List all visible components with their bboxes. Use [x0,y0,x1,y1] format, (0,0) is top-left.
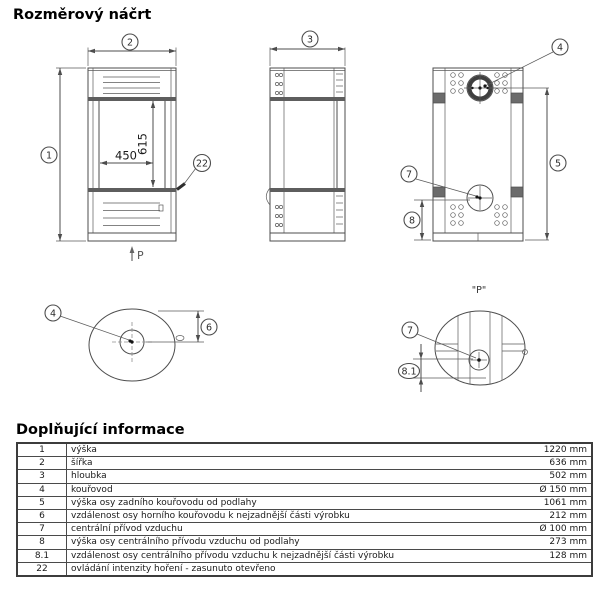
row-description: centrální přívod vzduchu [67,523,502,536]
row-number: 1 [17,443,67,457]
row-description: ovládání intenzity hoření - zasunuto otevřeno [67,562,502,576]
front-top-vents [103,77,160,94]
table-row [17,523,592,536]
svg-text:8.1: 8.1 [401,366,417,378]
row-value: 1220 mm [501,443,592,457]
row-number: 8 [17,536,67,549]
balloon-4-back [552,39,568,55]
dim-615: 615 [135,133,150,155]
burn-control-lever [177,184,185,190]
side-view [266,68,345,241]
balloon-7-bottom [402,322,418,338]
table-row [17,562,592,576]
row-value [501,562,592,576]
table-row [17,443,592,457]
row-number: 5 [17,496,67,509]
row-description: šířka [67,457,502,470]
svg-text:3: 3 [306,34,314,46]
balloon-1 [41,147,57,163]
floor-direction-label: P [137,249,144,262]
balloon-5 [550,155,566,171]
svg-text:2: 2 [126,37,134,49]
svg-text:6: 6 [205,322,213,334]
bottom-air-inlet [469,350,489,370]
svg-text:22: 22 [195,158,209,170]
balloon-4-top [45,305,61,321]
front-dimensions [56,48,196,263]
svg-text:7: 7 [405,169,413,181]
row-description: kouřovod [67,483,502,496]
row-description: hloubka [67,470,502,483]
row-value: 502 mm [501,470,592,483]
row-description: výška osy centrálního přívodu vzduchu od podlahy [67,536,502,549]
dim-450: 450 [115,148,137,163]
bottom-view [413,285,528,392]
row-value: 1061 mm [501,496,592,509]
table-row [17,483,592,496]
row-value: 128 mm [501,549,592,562]
balloon-8 [404,212,420,228]
svg-text:5: 5 [554,158,562,170]
page-title: Rozměrový náčrt [13,7,152,23]
table-row [17,457,592,470]
row-number: 7 [17,523,67,536]
row-value: 273 mm [501,536,592,549]
side-air-slots [275,73,282,226]
front-bottom-vents [103,203,160,226]
table-row [17,536,592,549]
row-description: výška [67,443,502,457]
row-number: 6 [17,509,67,522]
row-number: 3 [17,470,67,483]
balloon-22 [194,155,211,172]
row-description: vzdálenost osy centrálního přívodu vzduchu k nejzadnější části výrobku [67,549,502,562]
back-vent-holes [451,73,508,226]
svg-text:4: 4 [556,42,564,54]
row-number: 2 [17,457,67,470]
balloon-6 [201,319,217,335]
table-row [17,509,592,522]
table-row [17,549,592,562]
row-number: 22 [17,562,67,576]
svg-text:7: 7 [406,325,414,337]
side-dimensions [270,47,345,66]
balloon-8-1 [399,364,420,379]
central-air-inlet [467,185,493,211]
balloon-2 [122,34,138,50]
balloon-7-back [401,166,417,182]
balloon-3 [302,31,318,47]
additional-info-section [16,422,593,577]
info-table [16,442,593,577]
row-value: Ø 100 mm [501,523,592,536]
row-value: Ø 150 mm [501,483,592,496]
bottom-view-title: "P" [471,285,487,296]
row-number: 8.1 [17,549,67,562]
info-section-title: Doplňující informace [16,422,185,438]
row-number: 4 [17,483,67,496]
row-description: výška osy zadního kouřovodu od podlahy [67,496,502,509]
table-row [17,496,592,509]
row-value: 636 mm [501,457,592,470]
back-view [433,68,523,241]
table-row [17,470,592,483]
svg-text:4: 4 [49,308,57,320]
row-description: vzdálenost osy horního kouřovodu k nejzadnější části výrobku [67,509,502,522]
row-value: 212 mm [501,509,592,522]
top-view [60,309,204,381]
svg-text:8: 8 [408,215,416,227]
svg-text:1: 1 [45,150,53,162]
